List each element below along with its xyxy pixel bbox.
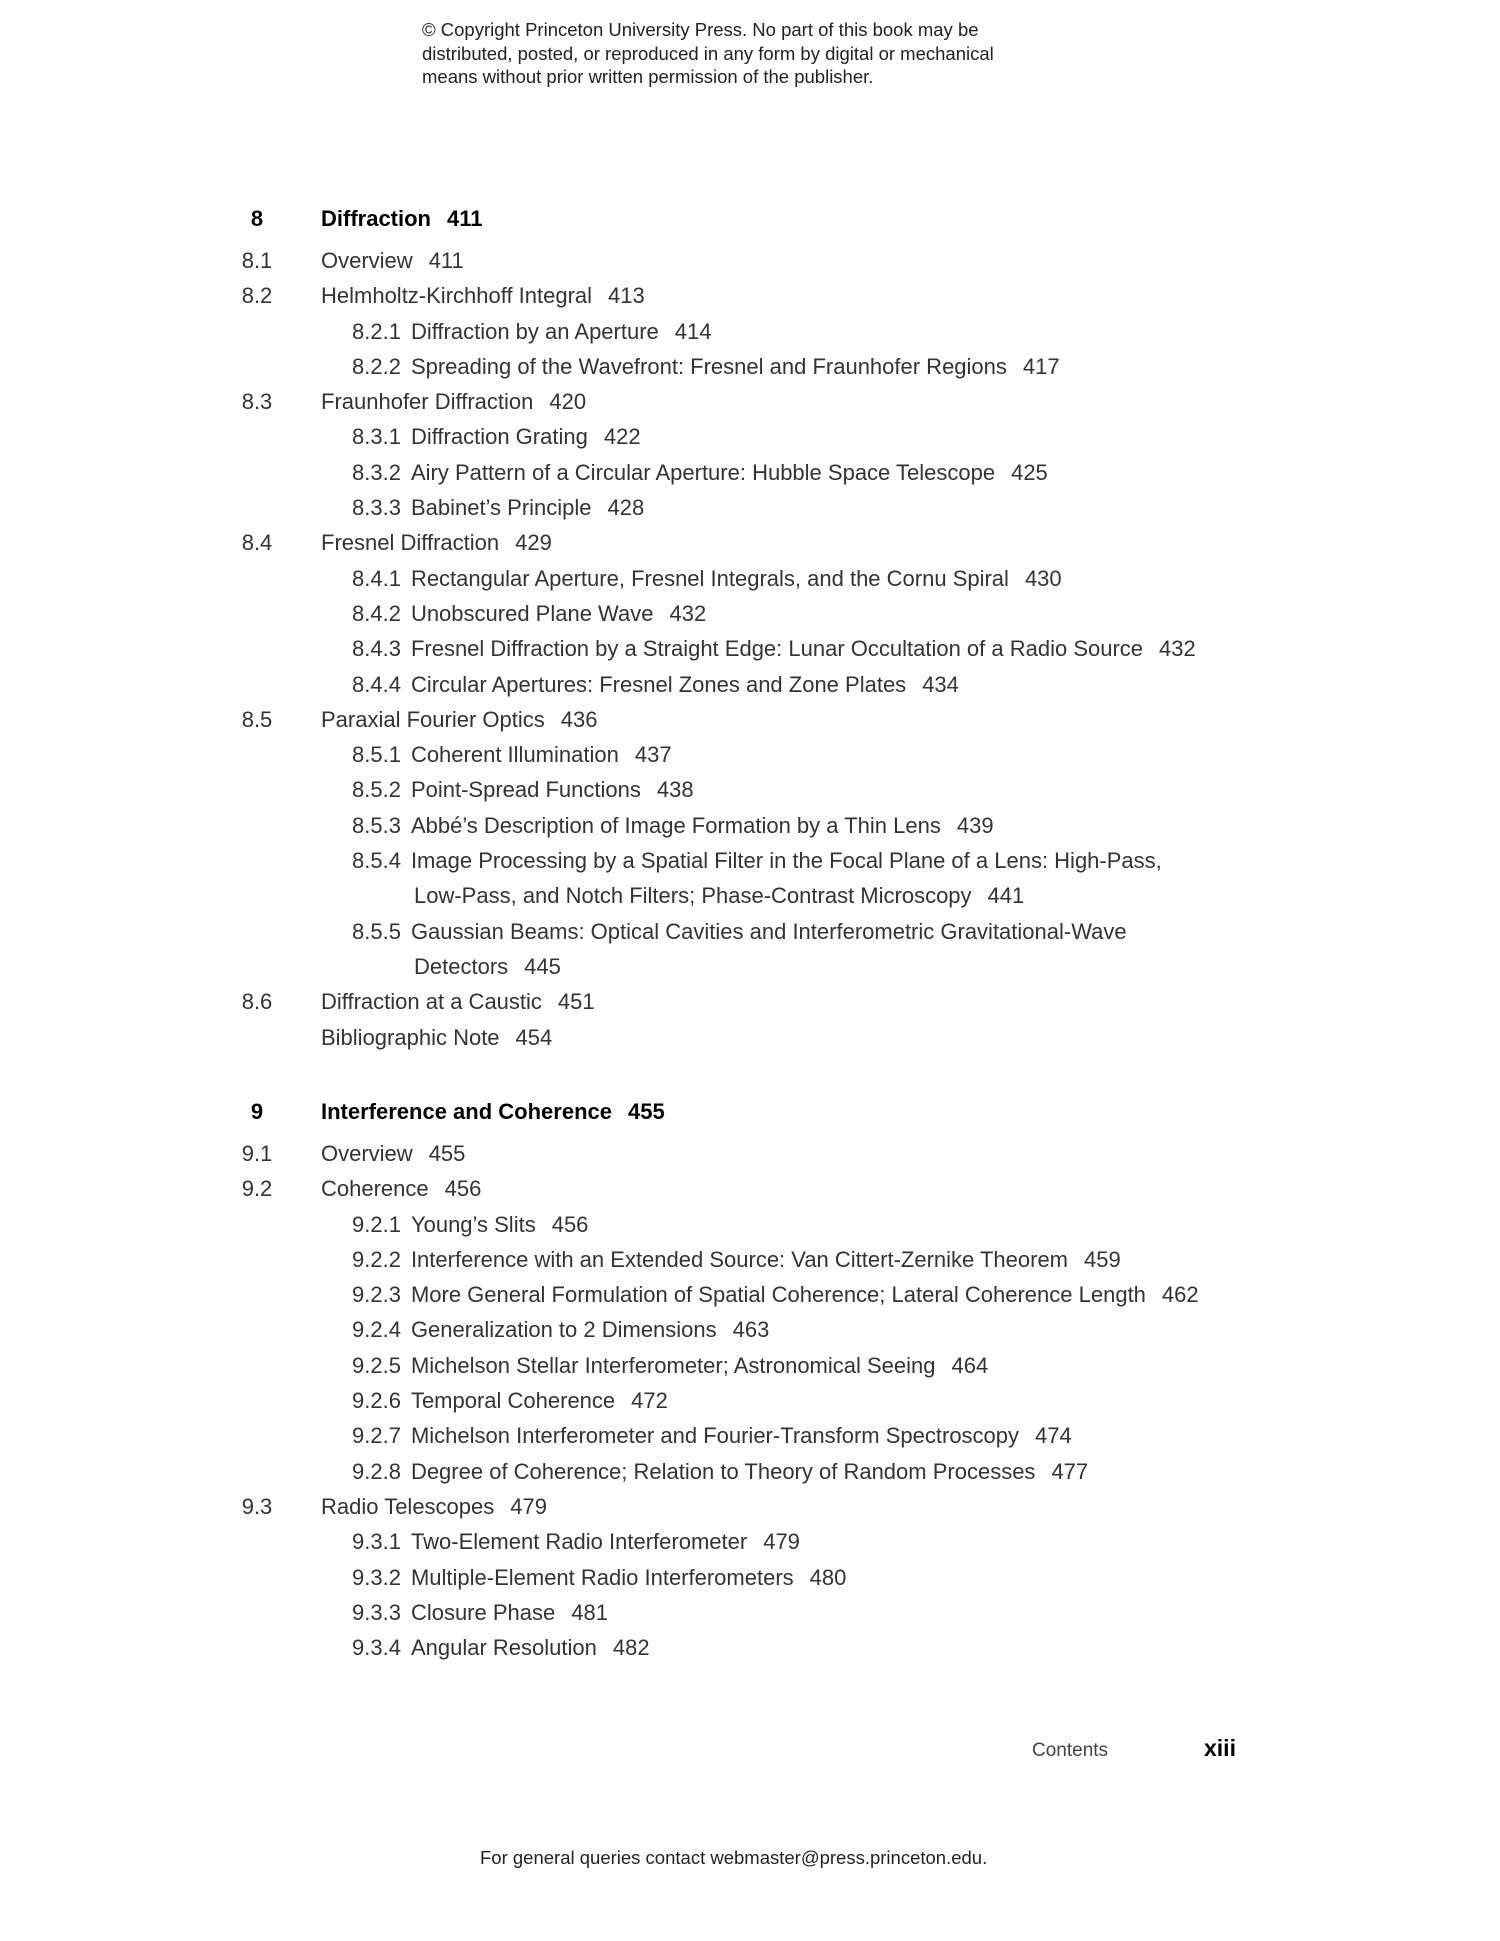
toc-entry[interactable] — [0, 525, 1500, 560]
toc-entry[interactable] — [0, 1207, 1500, 1242]
toc-entry[interactable] — [0, 1418, 1500, 1453]
section-number: 8.5.3 — [352, 812, 401, 838]
section-number: 8.6 — [241, 989, 273, 1015]
running-head: Contents — [1032, 1740, 1109, 1761]
chapter-title: Diffraction — [321, 206, 431, 231]
page-ref: 445 — [524, 953, 561, 979]
toc-entry[interactable] — [0, 808, 1500, 843]
toc-entry[interactable] — [0, 631, 1500, 666]
entry-title: Interference with an Extended Source: Van Cittert-Zernike Theorem — [410, 1246, 1069, 1272]
section-number: 9.2.2 — [352, 1246, 401, 1272]
section-number: 9.2.7 — [352, 1423, 401, 1449]
section-number: 9.3.2 — [352, 1564, 401, 1590]
page-ref: 441 — [987, 883, 1025, 909]
entry-title: Detectors — [414, 953, 509, 979]
entry-title: Paraxial Fourier Optics — [321, 706, 545, 732]
entry-title: Diffraction at a Caustic — [321, 989, 542, 1015]
toc-entry[interactable] — [0, 737, 1500, 772]
section-number: 8.3 — [241, 389, 273, 415]
entry-title: Abbé’s Description of Image Formation by a Thin Lens — [410, 812, 941, 838]
section-number: 9.2.8 — [352, 1458, 401, 1484]
toc-entry[interactable] — [0, 1560, 1500, 1595]
toc-entry[interactable] — [0, 1277, 1500, 1312]
section-number: 9.1 — [241, 1141, 273, 1166]
page-ref: 451 — [557, 989, 595, 1015]
toc-entry[interactable] — [0, 878, 1500, 913]
toc-entry[interactable] — [0, 1136, 1500, 1171]
page-ref: 428 — [607, 495, 645, 521]
entry-title: Overview — [321, 248, 413, 273]
page-ref: 482 — [612, 1635, 650, 1661]
page-ref: 456 — [551, 1211, 589, 1237]
page-ref: 429 — [515, 530, 552, 556]
page-ref: 459 — [1084, 1246, 1121, 1272]
section-number: 8.5.5 — [352, 918, 401, 944]
section-number: 8.3.3 — [352, 495, 401, 521]
page-ref: 432 — [669, 600, 707, 626]
page-ref: 481 — [571, 1599, 608, 1625]
entry-title: Airy Pattern of a Circular Aperture: Hubble Space Telescope — [410, 459, 996, 485]
section-number: 8.1 — [241, 248, 273, 273]
toc-entry[interactable] — [0, 596, 1500, 631]
section-number: 9.2.4 — [352, 1317, 401, 1343]
page-ref: 454 — [515, 1024, 553, 1050]
entry-title: Low-Pass, and Notch Filters; Phase-Contrast Microscopy — [414, 883, 972, 909]
section-number: 8.5.4 — [352, 848, 401, 874]
toc-entry[interactable] — [0, 455, 1500, 490]
section-number: 8.4.4 — [352, 671, 401, 697]
section-number: 8.4.2 — [352, 600, 401, 626]
entry-title: Bibliographic Note — [321, 1024, 500, 1050]
page-ref: 464 — [951, 1352, 989, 1378]
toc-entry[interactable] — [0, 667, 1500, 702]
footer-contact: For general queries contact webmaster@press.princeton.edu. — [480, 1847, 988, 1868]
page-ref: 474 — [1035, 1423, 1072, 1449]
section-number: 9.2.6 — [352, 1388, 401, 1414]
toc-entry[interactable] — [0, 1171, 1500, 1206]
page-ref: 432 — [1159, 636, 1196, 662]
toc-entry[interactable] — [0, 243, 1500, 278]
page-ref: 479 — [510, 1493, 547, 1519]
entry-title: Young’s Slits — [410, 1211, 536, 1237]
section-number: 8.3.1 — [352, 424, 401, 450]
page-ref: 455 — [627, 1099, 665, 1124]
entry-title: Closure Phase — [410, 1599, 556, 1625]
entry-title: Fresnel Diffraction by a Straight Edge: Lunar Occultation of a Radio Source — [410, 636, 1144, 662]
page-ref: 437 — [634, 742, 672, 768]
toc-entry[interactable] — [0, 1383, 1500, 1418]
toc-entry[interactable] — [0, 772, 1500, 807]
section-number: 8.4.1 — [352, 565, 401, 591]
page-ref: 479 — [763, 1529, 800, 1555]
chapter-number: 9 — [250, 1099, 264, 1124]
section-number: 9.3.3 — [352, 1599, 401, 1625]
entry-title: Helmholtz-Kirchhoff Integral — [321, 283, 593, 309]
section-number: 9.3.4 — [352, 1635, 401, 1661]
page-ref: 417 — [1022, 353, 1060, 379]
section-number: 8.2.1 — [352, 318, 401, 344]
entry-title: Two-Element Radio Interferometer — [410, 1529, 748, 1555]
entry-title: More General Formulation of Spatial Coherence; Lateral Coherence Length — [410, 1282, 1146, 1308]
section-number: 8.4.3 — [352, 636, 401, 662]
toc-entry[interactable] — [0, 278, 1500, 313]
entry-title: Fresnel Diffraction — [321, 530, 500, 556]
section-number: 8.4 — [241, 530, 273, 556]
entry-title: Michelson Stellar Interferometer; Astronomical Seeing — [410, 1352, 936, 1378]
page-ref: 411 — [428, 248, 464, 273]
page-ref: 456 — [444, 1176, 482, 1202]
section-number: 8.5 — [241, 706, 273, 732]
entry-title: Spreading of the Wavefront: Fresnel and Fraunhofer Regions — [410, 353, 1007, 379]
section-number: 9.3.1 — [352, 1529, 401, 1555]
toc-entry[interactable] — [0, 490, 1500, 525]
toc-entry[interactable] — [0, 419, 1500, 454]
chapter-heading[interactable] — [0, 201, 1500, 243]
page-ref: 425 — [1011, 459, 1048, 485]
page-ref: 472 — [631, 1388, 668, 1414]
entry-title: Radio Telescopes — [321, 1493, 495, 1519]
entry-title: Diffraction Grating — [410, 424, 588, 450]
toc-entry[interactable] — [0, 1630, 1500, 1665]
page-ref: 480 — [809, 1564, 847, 1590]
entry-title: Degree of Coherence; Relation to Theory of Random Processes — [410, 1458, 1036, 1484]
toc-entry[interactable] — [0, 349, 1500, 384]
section-number: 8.5.2 — [352, 777, 401, 803]
toc-entry[interactable] — [0, 314, 1500, 349]
section-number: 8.3.2 — [352, 459, 401, 485]
toc-entry[interactable] — [0, 1524, 1500, 1559]
toc-entry[interactable] — [0, 1454, 1500, 1489]
toc-entry[interactable] — [0, 1489, 1500, 1524]
page-ref: 477 — [1051, 1458, 1089, 1484]
entry-title: Babinet’s Principle — [410, 495, 592, 521]
chapter-8-toc — [0, 201, 1500, 1055]
page-ref: 411 — [447, 206, 483, 231]
copyright-notice — [422, 18, 994, 89]
entry-title: Multiple-Element Radio Interferometers — [410, 1564, 794, 1590]
entry-title: Coherence — [321, 1176, 429, 1202]
section-number: 8.5.1 — [352, 742, 401, 768]
toc-entry[interactable] — [0, 1595, 1500, 1630]
entry-title: Fraunhofer Diffraction — [321, 389, 534, 415]
toc-entry[interactable] — [0, 1348, 1500, 1383]
section-number: 9.2 — [241, 1176, 273, 1202]
chapter-9-toc — [0, 1094, 1500, 1665]
page-ref: 422 — [603, 424, 641, 450]
toc-entry[interactable] — [0, 984, 1500, 1019]
entry-title: Overview — [321, 1141, 413, 1166]
page-ref: 430 — [1024, 565, 1062, 591]
entry-title: Circular Apertures: Fresnel Zones and Zone Plates — [410, 671, 907, 697]
section-number: 9.3 — [241, 1493, 273, 1519]
toc-entry[interactable] — [0, 384, 1500, 419]
toc-entry[interactable] — [0, 1242, 1500, 1277]
section-number: 8.2 — [241, 283, 273, 309]
toc-entry[interactable] — [0, 1312, 1500, 1347]
copyright-line: © Copyright Princeton University Press. No part of this book may be — [422, 19, 979, 40]
page-ref: 455 — [428, 1141, 466, 1166]
entry-title: Temporal Coherence — [410, 1388, 616, 1414]
chapter-heading[interactable] — [0, 1094, 1500, 1136]
toc-entry[interactable] — [0, 949, 1500, 984]
page-ref: 420 — [549, 389, 587, 415]
section-number: 8.2.2 — [352, 353, 401, 379]
page-ref: 462 — [1161, 1282, 1199, 1308]
entry-title: Point-Spread Functions — [410, 777, 641, 803]
page-ref: 463 — [732, 1317, 770, 1343]
entry-title: Angular Resolution — [410, 1635, 597, 1661]
copyright-line: means without prior written permission of the publisher. — [422, 66, 874, 87]
entry-title: Diffraction by an Aperture — [410, 318, 659, 344]
entry-title: Michelson Interferometer and Fourier-Transform Spectroscopy — [410, 1423, 1020, 1449]
entry-title: Rectangular Aperture, Fresnel Integrals, and the Cornu Spiral — [410, 565, 1009, 591]
section-number: 9.2.5 — [352, 1352, 401, 1378]
chapter-title: Interference and Coherence — [321, 1099, 612, 1124]
page-ref: 436 — [560, 706, 598, 732]
copyright-line: distributed, posted, or reproduced in any form by digital or mechanical — [422, 42, 994, 64]
section-number: 9.2.1 — [352, 1211, 401, 1237]
page-ref: 413 — [608, 283, 645, 309]
toc-entry[interactable] — [0, 1020, 1500, 1055]
entry-title: Generalization to 2 Dimensions — [410, 1317, 717, 1343]
toc-entry[interactable] — [0, 843, 1500, 878]
entry-title: Unobscured Plane Wave — [410, 600, 654, 626]
page-ref: 438 — [656, 777, 694, 803]
page-ref: 414 — [674, 318, 712, 344]
entry-title: Coherent Illumination — [410, 742, 619, 768]
entry-title: Gaussian Beams: Optical Cavities and Interferometric Gravitational-Wave — [410, 918, 1127, 944]
page-number: xiii — [1204, 1735, 1236, 1761]
toc-entry[interactable] — [0, 914, 1500, 949]
entry-title: Image Processing by a Spatial Filter in the Focal Plane of a Lens: High-Pass, — [410, 848, 1162, 874]
page-ref: 439 — [956, 812, 994, 838]
chapter-number: 8 — [250, 206, 264, 231]
page-ref: 434 — [922, 671, 959, 697]
toc-entry[interactable] — [0, 561, 1500, 596]
toc-entry[interactable] — [0, 702, 1500, 737]
section-number: 9.2.3 — [352, 1282, 401, 1308]
